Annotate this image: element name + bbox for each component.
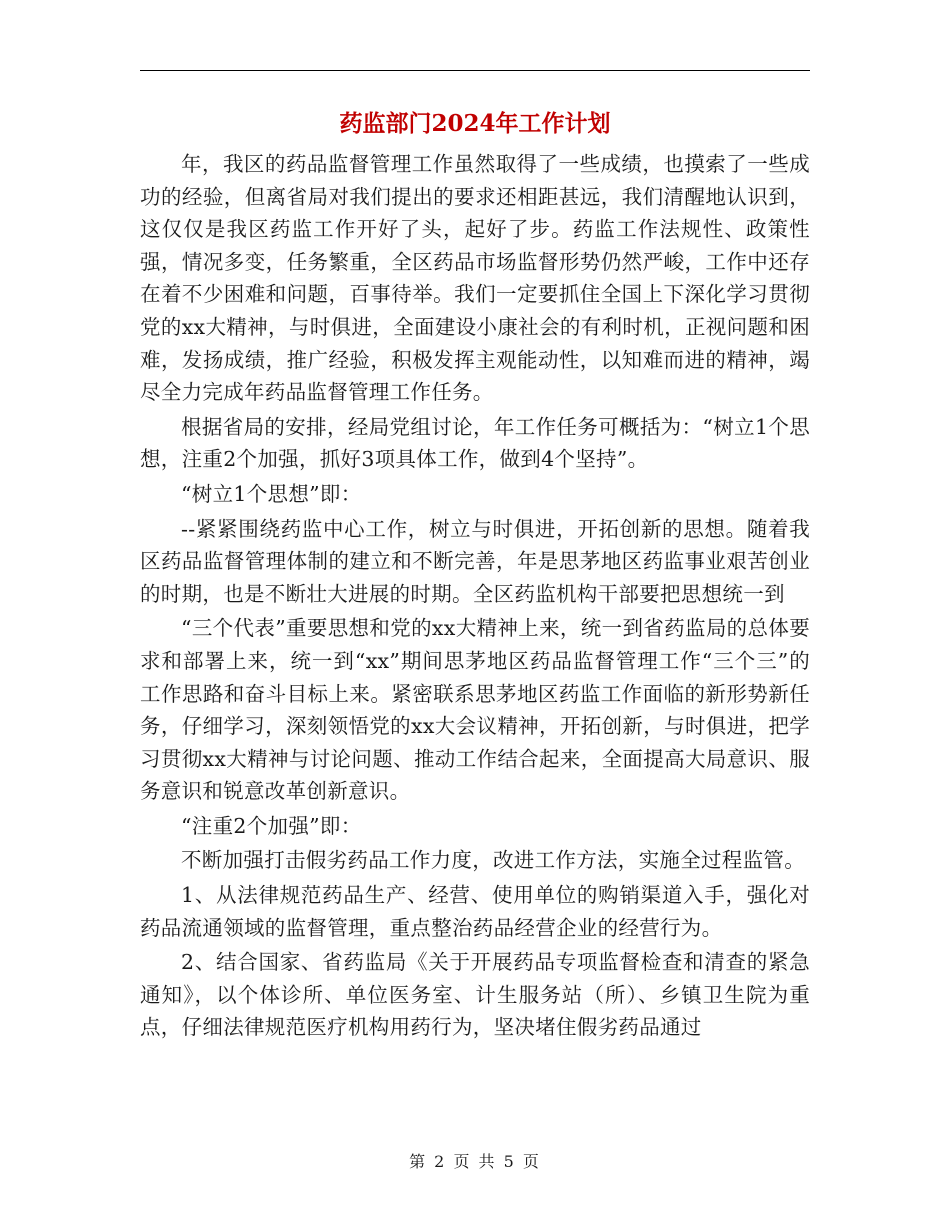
page-number: 第 2 页 共 5 页	[409, 1152, 541, 1171]
paragraph-task-summary: 根据省局的安排，经局党组讨论，年工作任务可概括为：“树立1个思想，注重2个加强，抓好3项具体工作，做到4个坚持”。	[140, 414, 810, 472]
paragraph-item-2: 2、结合国家、省药监局《关于开展药品专项监督检查和清查的紧急通知》，以个体诊所、单位医务室、计生服务站（所）、乡镇卫生院为重点，仔细法律规范医疗机构用药行为，坚决堵住假劣药品通过	[140, 950, 810, 1040]
header-rule	[140, 70, 810, 71]
paragraph-heading-one-thought: “树立1个思想”即：	[181, 481, 362, 506]
document-title: 药监部门2024年工作计划	[339, 110, 611, 137]
document-body	[140, 148, 810, 1046]
paragraph-one-thought-detail: --紧紧围绕药监中心工作，树立与时俱进，开拓创新的思想。随着我区药品监督管理体制的建立和不断完善，年是思茅地区药监事业艰苦创业的时期，也是不断壮大进展的时期。全区药监机构干部要把思想统一到	[140, 516, 810, 606]
paragraph-three-represents: “三个代表”重要思想和党的xx大精神上来，统一到省药监局的总体要求和部署上来，统一到“xx”期间思茅地区药品监督管理工作“三个三”的工作思路和奋斗目标上来。紧密联系思茅地区药监工作面临的新形势新任务，仔细学习，深刻领悟党的xx大会议精神，开拓创新，与时俱进，把学习贯彻xx大精神与讨论问题、推动工作结合起来，全面提高大局意识、服务意识和锐意改革创新意识。	[140, 616, 810, 804]
paragraph-strengthen-crackdown: 不断加强打击假劣药品工作力度，改进工作方法，实施全过程监管。	[181, 848, 805, 873]
paragraph-item-1: 1、从法律规范药品生产、经营、使用单位的购销渠道入手，强化对药品流通领域的监督管理，重点整治药品经营企业的经营行为。	[140, 883, 810, 940]
paragraph-intro: 年，我区的药品监督管理工作虽然取得了一些成绩，也摸索了一些成功的经验，但离省局对我们提出的要求还相距甚远，我们清醒地认识到，这仅仅是我区药监工作开好了头，起好了步。药监工作法规性、政策性强，情况多变，任务繁重，全区药品市场监督形势仍然严峻，工作中还存在着不少困难和问题，百事待举。我们一定要抓住全国上下深化学习贯彻党的xx大精神，与时俱进，全面建设小康社会的有利时机，正视问题和困难，发扬成绩，推广经验，积极发挥主观能动性，以知难而进的精神，竭尽全力完成年药品监督管理工作任务。	[140, 152, 810, 405]
paragraph-heading-two-strengthen: “注重2个加强”即：	[181, 813, 362, 838]
